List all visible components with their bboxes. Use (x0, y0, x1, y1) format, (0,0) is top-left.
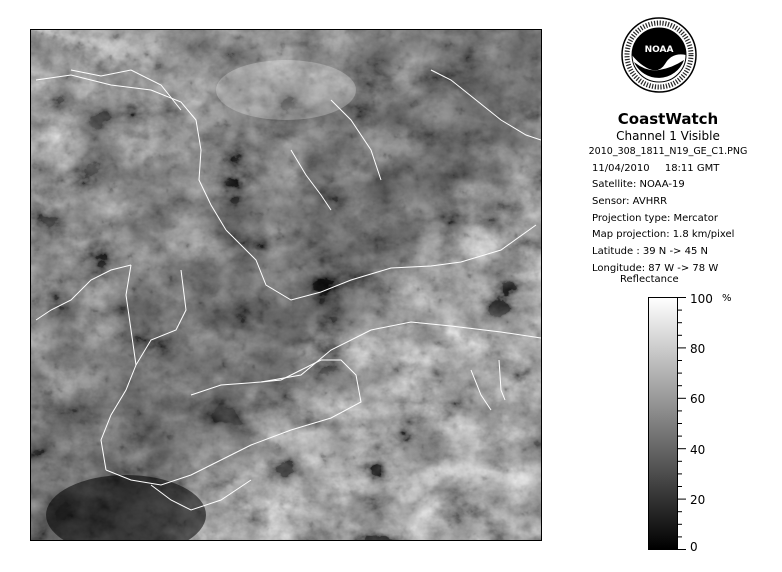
map-projection-label: Map projection: 1.8 km/pixel (592, 229, 735, 240)
cloud-imagery (31, 30, 541, 540)
projection-type-label: Projection type: Mercator (592, 213, 718, 224)
scale-title: Reflectance (620, 274, 679, 285)
product-title: CoastWatch (617, 110, 719, 128)
longitude-range-label: Longitude: 87 W -> 78 W (592, 263, 719, 274)
satellite-label: Satellite: NOAA-19 (592, 179, 685, 190)
scale-axis (678, 297, 738, 550)
scale-tick-label: 80 (690, 342, 706, 356)
scale-unit: % (722, 293, 732, 304)
latitude-range-label: Latitude : 39 N -> 45 N (592, 246, 708, 257)
acquisition-date: 11/04/2010 (592, 163, 650, 174)
acquisition-time: 18:11 GMT (664, 163, 720, 174)
reflectance-colorbar (648, 297, 678, 550)
scale-tick-label: 40 (690, 443, 706, 457)
noaa-logo (620, 16, 698, 106)
acquisition-datetime (592, 163, 719, 174)
satellite-image (30, 29, 542, 541)
logo-label: NOAA (644, 45, 674, 55)
scale-tick-label: 0 (690, 540, 698, 554)
scale-tick-label: 100 (690, 292, 713, 306)
scale-tick-label: 60 (690, 392, 706, 406)
sensor-label: Sensor: AVHRR (592, 196, 668, 207)
image-filename: 2010_308_1811_N19_GE_C1.PNG (588, 146, 748, 157)
channel-subtitle: Channel 1 Visible (616, 129, 720, 143)
scale-tick-label: 20 (690, 493, 706, 507)
